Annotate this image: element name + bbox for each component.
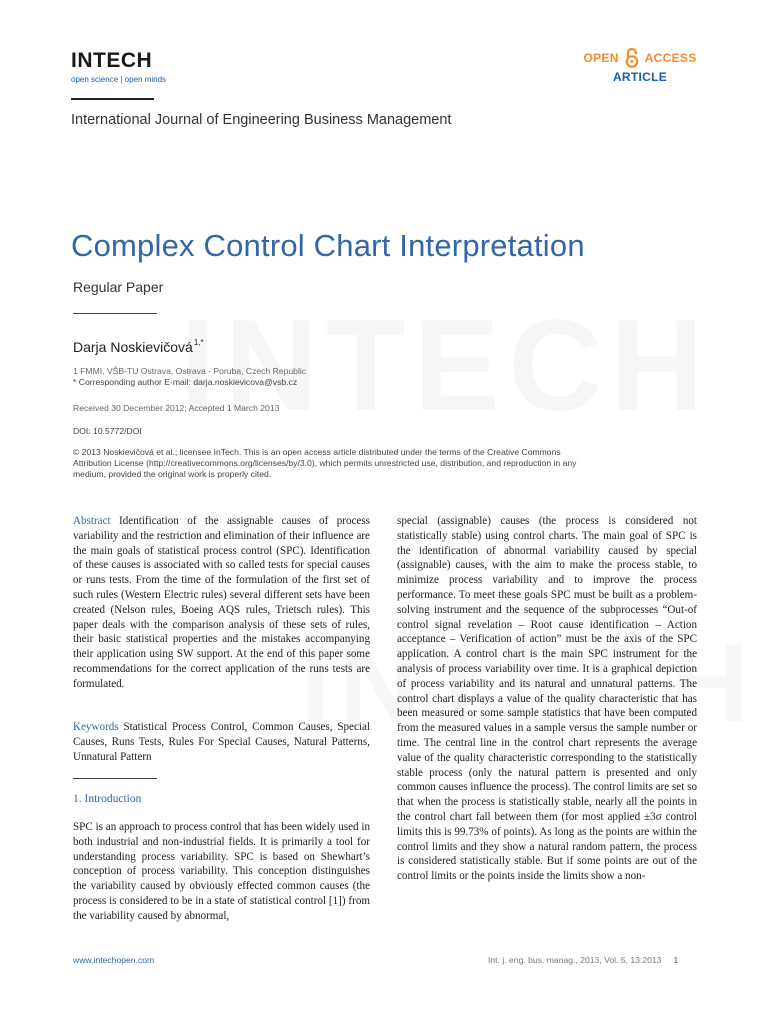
author-name-text: Darja Noskievičová (73, 339, 193, 355)
received-dates: Received 30 December 2012; Accepted 1 March 2013 (73, 403, 280, 413)
page-number: 1 (673, 955, 679, 965)
doi: DOI: 10.5772/DOI (73, 426, 142, 436)
paper-type: Regular Paper (73, 279, 164, 295)
journal-name: International Journal of Engineering Business Management (71, 112, 452, 128)
footer-citation-text: Int. j. eng. bus. manag., 2013, Vol. 5, 13:2013 (488, 955, 662, 965)
title-divider (73, 313, 157, 314)
keywords-text: Statistical Process Control, Common Causes, Special Causes, Runs Tests, Rules For Special Causes, Natural Patterns, Unnatural Pattern (73, 721, 370, 763)
logo-divider (71, 98, 154, 100)
author-superscript: 1,* (193, 338, 204, 347)
intech-logo (71, 50, 166, 85)
right-column-text: special (assignable) causes (the process is considered not statistically stable) using control charts. The main goal of SPC is the identification of abnormal variability caused by special (assignable) causes, with the aim to make the process stable, to minimize process variability and to improve the process performance. To meet these goals SPC must be built as a problem-solving instrument and the sequence of the subprocesses “Out-of control signal revelation – Root cause identification – Action acceptance – Verification of action” must be the axis of the SPC application. A control chart is the main SPC instrument for the analysis of process variability over time. It is a graphical depiction of process variability and its natural and unnatural patterns. The control chart displays a value of the quality characteristic that has been measured or some sample statistics that have been computed from the measured values in a sample versus the sample number or time. The central line in the control chart represents the average value of the quality characteristic corresponding to the statistically stable process (only the natural pattern is presented and only common causes influence the process). The control limits are set so that when the process is statistically stable, nearly all the points in the control chart fall between them (for most applied ±3σ control limits this is 99.73% of points). As long as the points are within the control limits and they show a natural random pattern, the process is considered statistically stable. But if some points are out of the control limits or the points inside the limits show a non- (397, 515, 697, 883)
footer-website-link[interactable]: www.intechopen.com (73, 955, 155, 965)
keywords (73, 720, 370, 764)
license-statement: © 2013 Noskievičová et al.; licensee InTech. This is an open access article distributed under the terms of the Creative Commons Attribution License (http://creativecommons.org/licenses/by/3.0), which permits unrestricted use, distribution, and reproduction in any medium, provided the original work is properly cited. (73, 447, 577, 479)
corresponding-author: * Corresponding author E-mail: darja.noskievicova@vsb.cz (73, 377, 298, 387)
open-access-label-open: OPEN (583, 51, 619, 65)
keywords-label: Keywords (73, 721, 119, 733)
open-access-label-access: ACCESS (644, 51, 697, 65)
abstract-label: Abstract (73, 515, 111, 527)
abstract-text: Identification of the assignable causes of process variability and the restriction and elimination of their influence are the main goals of statistical process control (SPC). Identification of these causes is associated with so called tests for special causes or runs tests. From the time of the formulation of the first set of such rules (Western Electric rules) several different sets have been created (Nelson rules, Boeing AQS rules, Trietsch rules). This paper deals with the comparison analysis of these sets of rules, their basic statistical properties and the mistakes accompanying their application using SW support. At the end of this paper some recommendations for the correct application of the runs tests are formulated. (73, 515, 370, 690)
author-name (73, 338, 204, 355)
open-access-badge (580, 48, 700, 84)
keywords-divider (73, 778, 157, 779)
section-heading-introduction: 1. Introduction (73, 793, 142, 805)
article-label: ARTICLE (612, 70, 668, 84)
open-lock-icon (625, 48, 639, 68)
paper-title: Complex Control Chart Interpretation (71, 228, 585, 263)
abstract (73, 514, 370, 692)
logo-text: INTECH (71, 49, 153, 72)
footer-citation (488, 955, 678, 965)
watermark (180, 290, 712, 440)
logo-tagline: open science | open minds (71, 75, 167, 84)
affiliation: 1 FMMI, VŠB-TU Ostrava, Ostrava - Poruba, Czech Republic (73, 366, 307, 376)
introduction-text: SPC is an approach to process control that has been widely used in both industrial and non-industrial fields. It is primarily a tool for understanding process variability. SPC is based on Shewhart’s conception of process variability. This conception distinguishes the variability caused by obviously effected common causes (the process is considered to be in a state of statistical control [1]) from the variability caused by abnormal, (73, 821, 370, 922)
